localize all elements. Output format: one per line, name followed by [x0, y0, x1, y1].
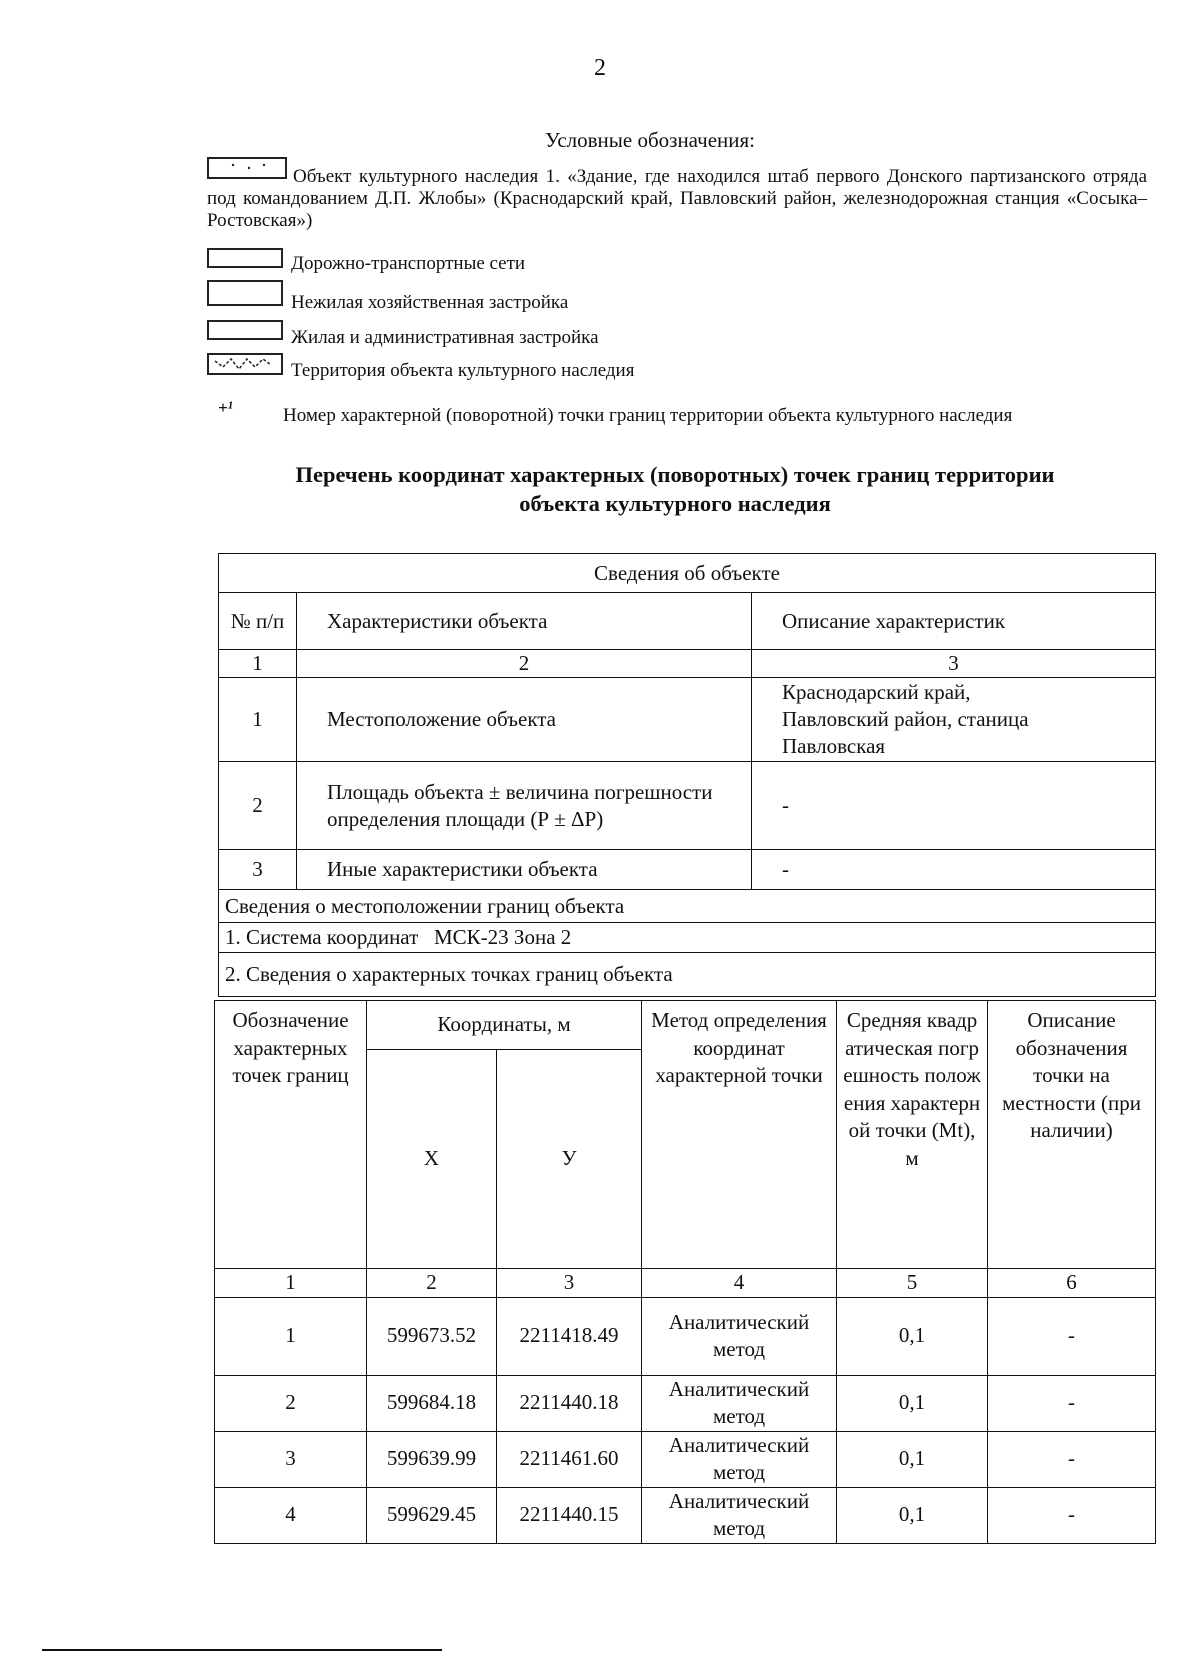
point-id: 1 [215, 1297, 367, 1375]
location-section-title: Сведения о местоположении границ объекта [219, 890, 1156, 923]
col-number-5: 5 [837, 1269, 988, 1298]
non-residential-legend-symbol [207, 280, 283, 306]
points-title: 2. Сведения о характерных точках границ объекта [219, 953, 1156, 997]
table-row [215, 1297, 1156, 1375]
point-method: Аналитический метод [642, 1431, 837, 1487]
col-number-1: 1 [219, 650, 297, 678]
legend-item-roads: Дорожно-транспортные сети [291, 253, 526, 274]
row-name: Местоположение объекта [297, 678, 752, 762]
point-y: 2211461.60 [497, 1431, 642, 1487]
point-desc: - [988, 1297, 1156, 1375]
row-description: Краснодарский край, Павловский район, станица Павловская [752, 678, 1156, 762]
heritage-territory-legend-symbol [207, 353, 283, 375]
legend-item-non-residential: Нежилая хозяйственная застройка [291, 292, 569, 313]
heading-line-1: Перечень координат характерных (поворотных) точек границ территории [295, 462, 1055, 487]
header-x: X [367, 1050, 497, 1269]
col-number-1: 1 [215, 1269, 367, 1298]
col-number-6: 6 [988, 1269, 1156, 1298]
legend-item-heritage-territory: Территория объекта культурного наследия [291, 360, 635, 381]
col-number-2: 2 [367, 1269, 497, 1298]
coord-system: 1. Система координат МСК-23 Зона 2 [219, 923, 1156, 953]
point-mt: 0,1 [837, 1431, 988, 1487]
point-x: 599629.45 [367, 1487, 497, 1543]
point-method: Аналитический метод [642, 1297, 837, 1375]
legend-item-residential: Жилая и административная застройка [291, 327, 599, 348]
row-description: - [752, 762, 1156, 850]
row-number: 1 [219, 678, 297, 762]
table-row [219, 678, 1156, 762]
road-network-legend-symbol [207, 248, 283, 268]
table-row [215, 1487, 1156, 1543]
object-info-table [218, 553, 1156, 997]
header-point-description: Описание обозначения точки на местности (при наличии) [988, 1001, 1156, 1269]
point-method: Аналитический метод [642, 1375, 837, 1431]
header-method: Метод определения координат характерной точки [642, 1001, 837, 1269]
row-number: 2 [219, 762, 297, 850]
header-y: У [497, 1050, 642, 1269]
table-row [215, 1375, 1156, 1431]
header-coordinates: Координаты, м [367, 1001, 642, 1050]
point-y: 2211418.49 [497, 1297, 642, 1375]
point-id: 3 [215, 1431, 367, 1487]
point-desc: - [988, 1431, 1156, 1487]
header-characteristics: Характеристики объекта [297, 593, 752, 650]
row-number: 3 [219, 850, 297, 890]
footnote-divider [42, 1649, 442, 1651]
table-row [215, 1431, 1156, 1487]
point-x: 599673.52 [367, 1297, 497, 1375]
legend-title: Условные обозначения: [544, 128, 756, 152]
point-mt: 0,1 [837, 1487, 988, 1543]
page-number: 2 [594, 55, 606, 81]
point-id: 2 [215, 1375, 367, 1431]
point-desc: - [988, 1487, 1156, 1543]
row-name: Площадь объекта ± величина погрешности определения площади (Р ± ΔР) [297, 762, 752, 850]
col-number-2: 2 [297, 650, 752, 678]
row-description: - [752, 850, 1156, 890]
col-number-3: 3 [497, 1269, 642, 1298]
point-id: 4 [215, 1487, 367, 1543]
col-number-4: 4 [642, 1269, 837, 1298]
header-designation: Обозначение характерных точек границ [215, 1001, 367, 1269]
page-heading [200, 460, 1150, 518]
point-y: 2211440.15 [497, 1487, 642, 1543]
object-info-caption: Сведения об объекте [219, 554, 1156, 593]
header-error: Средняя квадратическая погрешность положения характерной точки (Mt), м [837, 1001, 988, 1269]
legend-item-heritage-object: Объект культурного наследия 1. «Здание, где находился штаб первого Донского партизанского отряда под командованием Д.П. Жлобы» (Краснодарский край, Павловский район, железнодорожная станция «Сосыка–Ростовская») [207, 166, 1147, 231]
points-table [214, 1000, 1156, 1544]
col-number-3: 3 [752, 650, 1156, 678]
point-number-legend-symbol: +¹ [218, 398, 233, 417]
legend-item-point-number: Номер характерной (поворотной) точки границ территории объекта культурного наследия [283, 405, 1013, 426]
row-name: Иные характеристики объекта [297, 850, 752, 890]
point-mt: 0,1 [837, 1297, 988, 1375]
point-y: 2211440.18 [497, 1375, 642, 1431]
point-x: 599684.18 [367, 1375, 497, 1431]
point-method: Аналитический метод [642, 1487, 837, 1543]
residential-legend-symbol [207, 320, 283, 340]
point-desc: - [988, 1375, 1156, 1431]
point-mt: 0,1 [837, 1375, 988, 1431]
table-row [219, 762, 1156, 850]
header-description: Описание характеристик [752, 593, 1156, 650]
header-number: № п/п [219, 593, 297, 650]
table-row [219, 850, 1156, 890]
point-x: 599639.99 [367, 1431, 497, 1487]
heading-line-2: объекта культурного наследия [519, 491, 831, 516]
